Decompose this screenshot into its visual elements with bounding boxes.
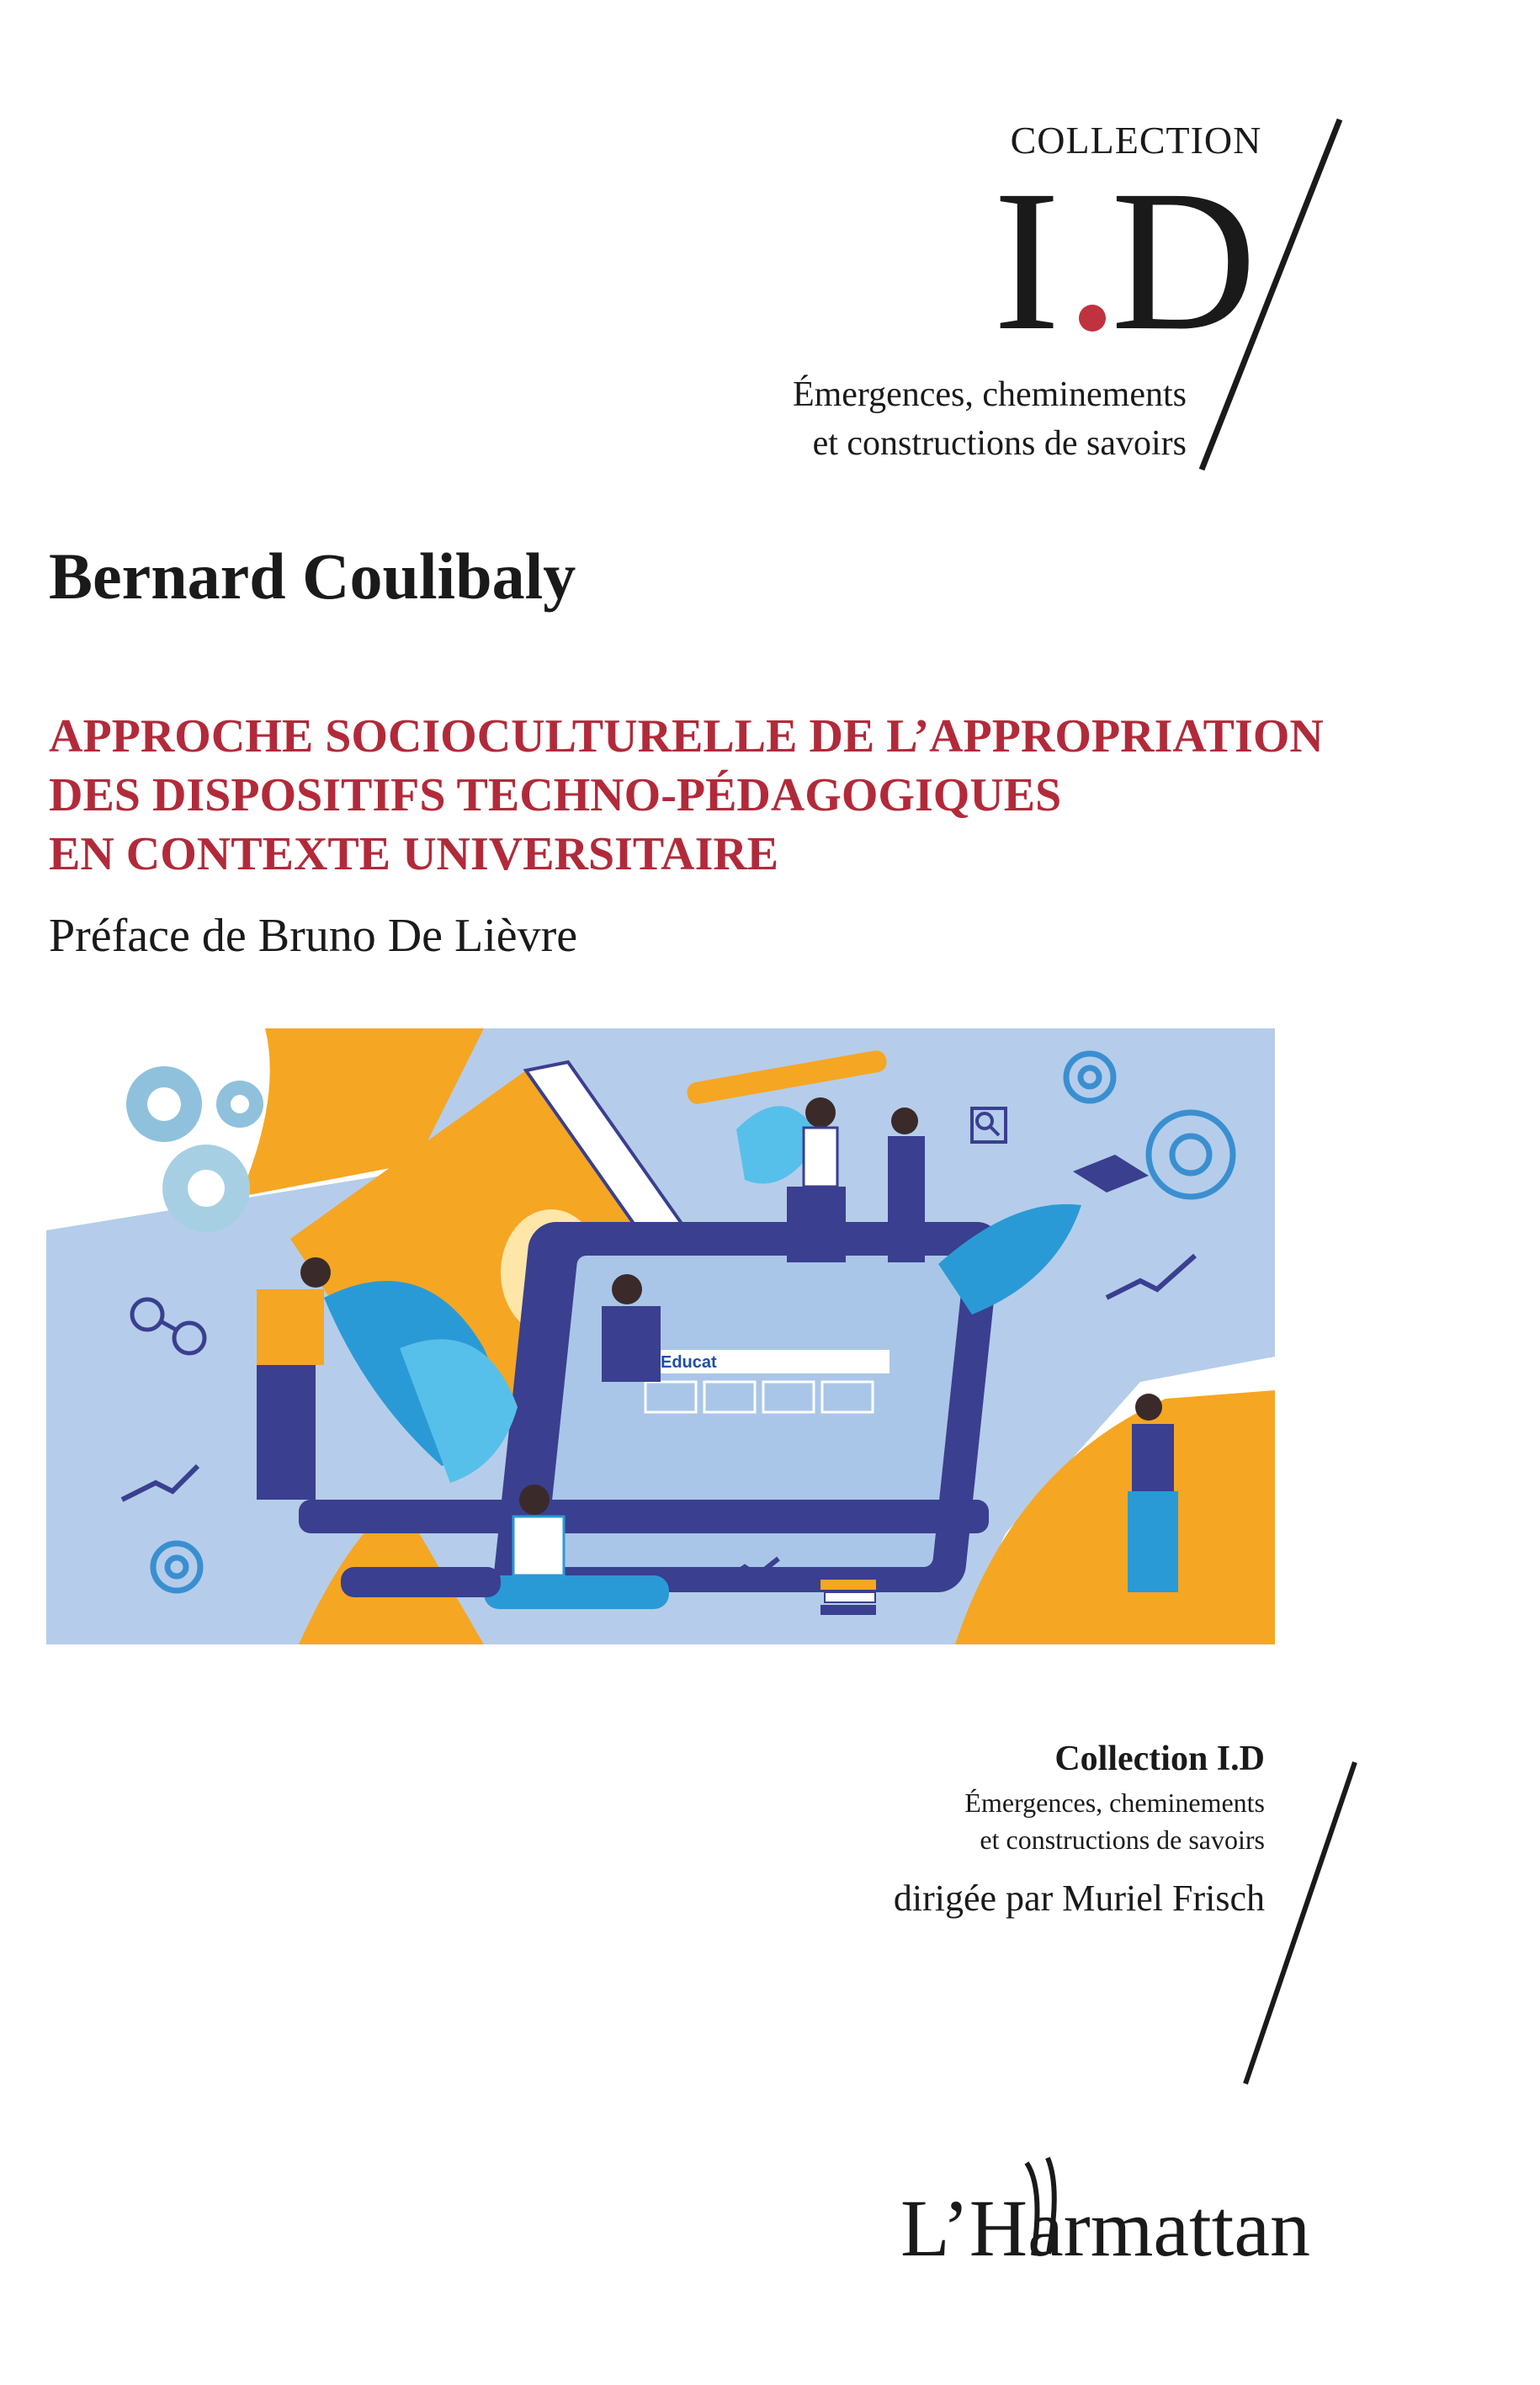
title-line-3: EN CONTEXTE UNIVERSITAIRE bbox=[49, 828, 779, 880]
title-line-1: APPROCHE SOCIOCULTURELLE DE L’APPROPRIATION bbox=[49, 710, 1324, 762]
collection-subtitle-bottom bbox=[808, 1784, 1265, 1858]
collection-subtitle-bottom-line1: Émergences, cheminements bbox=[964, 1787, 1265, 1818]
collection-slash-bottom bbox=[1237, 1759, 1363, 2087]
preface-credit: Préface de Bruno De Lièvre bbox=[49, 910, 578, 962]
collection-slash bbox=[1195, 118, 1346, 471]
collection-director: dirigée par Muriel Frisch bbox=[893, 1878, 1265, 1919]
collection-subtitle-line2: et constructions de savoirs bbox=[812, 424, 1187, 463]
title-line-2: DES DISPOSITIFS TECHNO-PÉDAGOGIQUES bbox=[49, 769, 1062, 821]
collection-info bbox=[808, 1734, 1265, 1924]
collection-subtitle-bottom-line2: et constructions de savoirs bbox=[980, 1825, 1265, 1855]
screen-search-text: Educat bbox=[661, 1353, 717, 1372]
collection-title: Collection I.D bbox=[1054, 1740, 1265, 1778]
cover-illustration bbox=[46, 1028, 1275, 1644]
gear-icon bbox=[126, 1066, 263, 1232]
collection-subtitle-line1: Émergences, cheminements bbox=[792, 375, 1187, 414]
logo-letter-i: I bbox=[993, 160, 1060, 353]
collection-label: COLLECTION bbox=[1010, 119, 1262, 162]
book-title bbox=[49, 707, 1324, 884]
collection-subtitle bbox=[698, 370, 1187, 468]
logo-red-dot bbox=[1079, 305, 1106, 332]
publisher-wordmark bbox=[900, 2154, 1338, 2272]
publisher-logo bbox=[900, 2154, 1338, 2272]
logo-letter-d: D bbox=[1111, 160, 1257, 353]
publisher-name: L’Harmattan bbox=[900, 2183, 1310, 2272]
author-name: Bernard Coulibaly bbox=[49, 539, 576, 613]
